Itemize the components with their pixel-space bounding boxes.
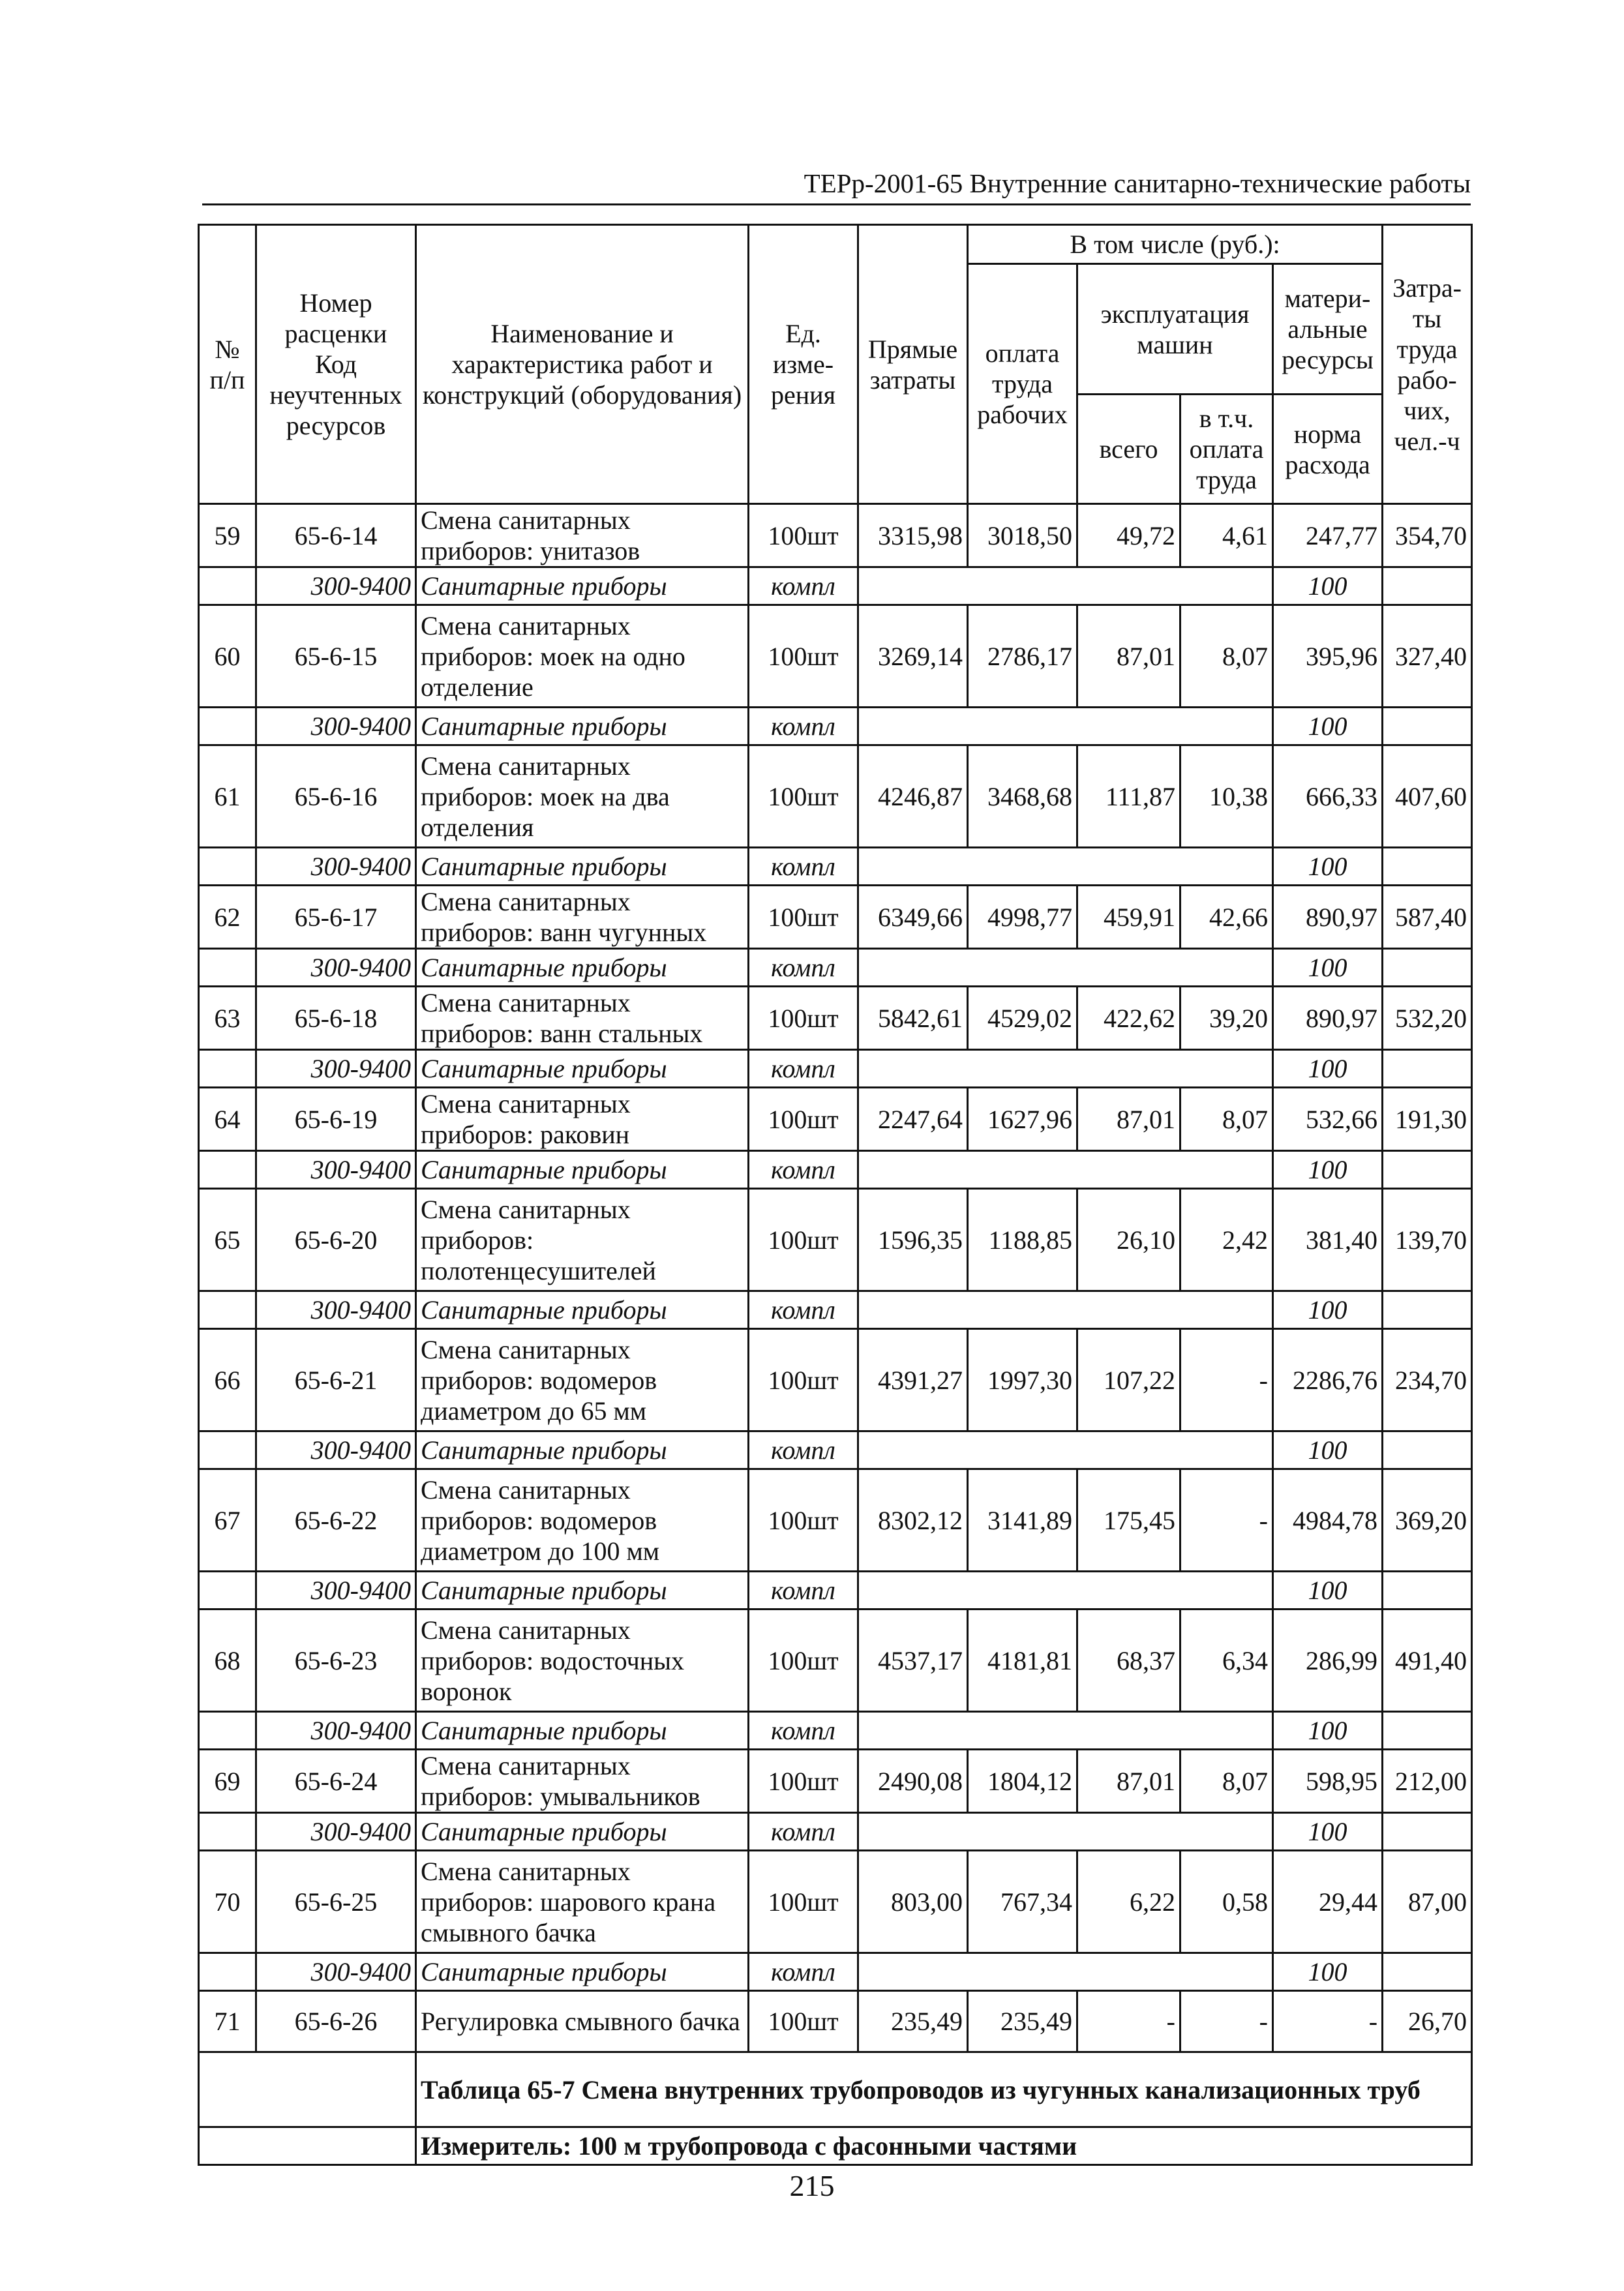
resource-empty-span — [858, 1431, 1273, 1469]
row-number: 68 — [199, 1610, 256, 1712]
machines-wages: 0,58 — [1180, 1851, 1273, 1953]
col-header-name: Наименование и характеристика работ и конструкций (оборудования) — [416, 225, 749, 504]
resource-unit: компл — [749, 1813, 858, 1851]
wages-cost: 3468,68 — [968, 745, 1077, 848]
resource-empty-span — [858, 1291, 1273, 1329]
row-number: 59 — [199, 504, 256, 567]
resource-empty — [1383, 1572, 1472, 1610]
resource-empty-span — [858, 1572, 1273, 1610]
table-row — [199, 886, 1472, 949]
resource-name: Санитарные приборы — [416, 1151, 749, 1189]
resource-row — [199, 567, 1472, 605]
direct-cost: 1596,35 — [858, 1189, 968, 1291]
machines-total: 6,22 — [1077, 1851, 1180, 1953]
resource-row — [199, 1712, 1472, 1750]
materials-cost: 532,66 — [1273, 1088, 1383, 1151]
resource-name: Санитарные приборы — [416, 1712, 749, 1750]
resource-unit: компл — [749, 1953, 858, 1991]
running-header — [202, 163, 1471, 205]
resource-code: 300-9400 — [256, 1712, 416, 1750]
direct-cost: 6349,66 — [858, 886, 968, 949]
labor-cost: 327,40 — [1383, 605, 1472, 708]
materials-cost: 286,99 — [1273, 1610, 1383, 1712]
resource-norm: 100 — [1273, 1151, 1383, 1189]
resource-empty — [1383, 1953, 1472, 1991]
wages-cost: 3018,50 — [968, 504, 1077, 567]
resource-name: Санитарные приборы — [416, 1953, 749, 1991]
resource-row — [199, 1813, 1472, 1851]
next-table-title-row — [199, 2052, 1472, 2127]
labor-cost: 26,70 — [1383, 1991, 1472, 2052]
materials-cost: 2286,76 — [1273, 1329, 1383, 1431]
resource-code: 300-9400 — [256, 1431, 416, 1469]
unit-cell: 100шт — [749, 1189, 858, 1291]
resource-empty — [1383, 1431, 1472, 1469]
materials-cost: 247,77 — [1273, 504, 1383, 567]
materials-cost: 381,40 — [1273, 1189, 1383, 1291]
direct-cost: 3315,98 — [858, 504, 968, 567]
machines-total: - — [1077, 1991, 1180, 2052]
machines-wages: 8,07 — [1180, 1088, 1273, 1151]
labor-cost: 87,00 — [1383, 1851, 1472, 1953]
resource-name: Санитарные приборы — [416, 567, 749, 605]
row-number: 71 — [199, 1991, 256, 2052]
rate-code: 65-6-23 — [256, 1610, 416, 1712]
materials-cost: 4984,78 — [1273, 1469, 1383, 1572]
wages-cost: 767,34 — [968, 1851, 1077, 1953]
table-row — [199, 1189, 1472, 1291]
rate-code: 65-6-14 — [256, 504, 416, 567]
resource-code: 300-9400 — [256, 1291, 416, 1329]
resource-empty — [1383, 1813, 1472, 1851]
next-table-meter-row — [199, 2127, 1472, 2165]
resource-empty — [199, 1813, 256, 1851]
resource-row — [199, 1431, 1472, 1469]
resource-norm: 100 — [1273, 1431, 1383, 1469]
machines-total: 87,01 — [1077, 605, 1180, 708]
resource-code: 300-9400 — [256, 708, 416, 745]
col-header-machines: эксплуатация машин — [1077, 264, 1273, 395]
labor-cost: 191,30 — [1383, 1088, 1472, 1151]
labor-cost: 369,20 — [1383, 1469, 1472, 1572]
col-header-mach-total: всего — [1077, 395, 1180, 504]
resource-empty — [1383, 1050, 1472, 1088]
resource-row — [199, 708, 1472, 745]
machines-total: 87,01 — [1077, 1088, 1180, 1151]
work-name: Смена санитарных приборов: водомеров диаметром до 100 мм — [416, 1469, 749, 1572]
row-number: 63 — [199, 987, 256, 1050]
work-name: Смена санитарных приборов: ванн чугунных — [416, 886, 749, 949]
resource-empty — [1383, 1151, 1472, 1189]
machines-wages: - — [1180, 1469, 1273, 1572]
resource-empty — [199, 1953, 256, 1991]
rate-code: 65-6-25 — [256, 1851, 416, 1953]
resource-empty — [199, 1572, 256, 1610]
row-number: 61 — [199, 745, 256, 848]
resource-empty — [199, 949, 256, 987]
resource-row — [199, 1050, 1472, 1088]
machines-total: 175,45 — [1077, 1469, 1180, 1572]
work-name: Смена санитарных приборов: раковин — [416, 1088, 749, 1151]
page-number: 215 — [789, 2169, 835, 2202]
resource-empty — [199, 1712, 256, 1750]
col-header-num: № п/п — [199, 225, 256, 504]
direct-cost: 235,49 — [858, 1991, 968, 2052]
resource-code: 300-9400 — [256, 567, 416, 605]
machines-wages: 2,42 — [1180, 1189, 1273, 1291]
wages-cost: 1997,30 — [968, 1329, 1077, 1431]
wages-cost: 2786,17 — [968, 605, 1077, 708]
table-row — [199, 1991, 1472, 2052]
resource-norm: 100 — [1273, 848, 1383, 886]
resource-unit: компл — [749, 567, 858, 605]
work-name: Смена санитарных приборов: шарового крана смывного бачка — [416, 1851, 749, 1953]
resource-unit: компл — [749, 1291, 858, 1329]
table-row — [199, 745, 1472, 848]
unit-cell: 100шт — [749, 1750, 858, 1813]
rate-code: 65-6-19 — [256, 1088, 416, 1151]
resource-norm: 100 — [1273, 949, 1383, 987]
resource-empty-span — [858, 949, 1273, 987]
machines-total: 107,22 — [1077, 1329, 1180, 1431]
resource-code: 300-9400 — [256, 1572, 416, 1610]
resource-unit: компл — [749, 1050, 858, 1088]
table-row — [199, 1750, 1472, 1813]
next-table-gap — [199, 2052, 416, 2127]
resource-empty — [1383, 848, 1472, 886]
materials-cost: - — [1273, 1991, 1383, 2052]
resource-empty-span — [858, 567, 1273, 605]
col-header-labor: Затра-ты труда рабо-чих, чел.-ч — [1383, 225, 1472, 504]
unit-cell: 100шт — [749, 745, 858, 848]
row-number: 69 — [199, 1750, 256, 1813]
work-name: Смена санитарных приборов: унитазов — [416, 504, 749, 567]
resource-code: 300-9400 — [256, 1151, 416, 1189]
resource-unit: компл — [749, 949, 858, 987]
resource-code: 300-9400 — [256, 1953, 416, 1991]
table-row — [199, 504, 1472, 567]
row-number: 67 — [199, 1469, 256, 1572]
next-table-gap — [199, 2127, 416, 2165]
running-header-text: ТЕРр-2001-65 Внутренние санитарно-технические работы — [804, 168, 1471, 198]
resource-empty — [199, 708, 256, 745]
unit-cell: 100шт — [749, 1329, 858, 1431]
rate-code: 65-6-20 — [256, 1189, 416, 1291]
resource-unit: компл — [749, 708, 858, 745]
resource-name: Санитарные приборы — [416, 1291, 749, 1329]
resource-empty — [1383, 567, 1472, 605]
work-name: Смена санитарных приборов: моек на два отделения — [416, 745, 749, 848]
work-name: Смена санитарных приборов: водосточных воронок — [416, 1610, 749, 1712]
machines-wages: - — [1180, 1991, 1273, 2052]
wages-cost: 235,49 — [968, 1991, 1077, 2052]
resource-name: Санитарные приборы — [416, 949, 749, 987]
resource-unit: компл — [749, 848, 858, 886]
wages-cost: 4529,02 — [968, 987, 1077, 1050]
resource-code: 300-9400 — [256, 949, 416, 987]
resource-norm: 100 — [1273, 708, 1383, 745]
unit-cell: 100шт — [749, 886, 858, 949]
table-row — [199, 987, 1472, 1050]
direct-cost: 4537,17 — [858, 1610, 968, 1712]
resource-code: 300-9400 — [256, 1813, 416, 1851]
labor-cost: 354,70 — [1383, 504, 1472, 567]
wages-cost: 4998,77 — [968, 886, 1077, 949]
labor-cost: 532,20 — [1383, 987, 1472, 1050]
resource-norm: 100 — [1273, 1712, 1383, 1750]
labor-cost: 234,70 — [1383, 1329, 1472, 1431]
table-row — [199, 1610, 1472, 1712]
work-name: Регулировка смывного бачка — [416, 1991, 749, 2052]
resource-empty-span — [858, 1953, 1273, 1991]
labor-cost: 212,00 — [1383, 1750, 1472, 1813]
resource-empty-span — [858, 1151, 1273, 1189]
unit-cell: 100шт — [749, 605, 858, 708]
rate-code: 65-6-21 — [256, 1329, 416, 1431]
resource-name: Санитарные приборы — [416, 1572, 749, 1610]
col-header-direct: Прямые затраты — [858, 225, 968, 504]
resource-unit: компл — [749, 1572, 858, 1610]
rate-code: 65-6-26 — [256, 1991, 416, 2052]
unit-cell: 100шт — [749, 987, 858, 1050]
wages-cost: 1627,96 — [968, 1088, 1077, 1151]
wages-cost: 3141,89 — [968, 1469, 1077, 1572]
work-name: Смена санитарных приборов: полотенцесушителей — [416, 1189, 749, 1291]
rate-code: 65-6-24 — [256, 1750, 416, 1813]
materials-cost: 890,97 — [1273, 987, 1383, 1050]
direct-cost: 3269,14 — [858, 605, 968, 708]
resource-empty — [1383, 1712, 1472, 1750]
resource-norm: 100 — [1273, 1813, 1383, 1851]
rate-code: 65-6-16 — [256, 745, 416, 848]
resource-empty-span — [858, 1813, 1273, 1851]
machines-wages: 39,20 — [1180, 987, 1273, 1050]
work-name: Смена санитарных приборов: умывальников — [416, 1750, 749, 1813]
resource-empty-span — [858, 708, 1273, 745]
col-header-code: Номер расценки Код неучтенных ресурсов — [256, 225, 416, 504]
direct-cost: 2247,64 — [858, 1088, 968, 1151]
wages-cost: 4181,81 — [968, 1610, 1077, 1712]
resource-row — [199, 1572, 1472, 1610]
rate-code: 65-6-15 — [256, 605, 416, 708]
materials-cost: 890,97 — [1273, 886, 1383, 949]
rate-code: 65-6-22 — [256, 1469, 416, 1572]
resource-empty — [1383, 1291, 1472, 1329]
resource-norm: 100 — [1273, 1953, 1383, 1991]
resource-empty — [199, 1050, 256, 1088]
table-row — [199, 605, 1472, 708]
machines-wages: 6,34 — [1180, 1610, 1273, 1712]
direct-cost: 5842,61 — [858, 987, 968, 1050]
machines-wages: 10,38 — [1180, 745, 1273, 848]
row-number: 65 — [199, 1189, 256, 1291]
resource-unit: компл — [749, 1712, 858, 1750]
wages-cost: 1188,85 — [968, 1189, 1077, 1291]
resource-row — [199, 848, 1472, 886]
resource-code: 300-9400 — [256, 848, 416, 886]
resource-empty — [1383, 708, 1472, 745]
col-header-norm: норма расхода — [1273, 395, 1383, 504]
resource-code: 300-9400 — [256, 1050, 416, 1088]
col-header-mach-wages: в т.ч. оплата труда — [1180, 395, 1273, 504]
machines-total: 459,91 — [1077, 886, 1180, 949]
unit-cell: 100шт — [749, 1469, 858, 1572]
machines-total: 26,10 — [1077, 1189, 1180, 1291]
wages-cost: 1804,12 — [968, 1750, 1077, 1813]
unit-cell: 100шт — [749, 504, 858, 567]
resource-empty — [199, 567, 256, 605]
row-number: 62 — [199, 886, 256, 949]
machines-total: 422,62 — [1077, 987, 1180, 1050]
work-name: Смена санитарных приборов: водомеров диаметром до 65 мм — [416, 1329, 749, 1431]
labor-cost: 587,40 — [1383, 886, 1472, 949]
resource-name: Санитарные приборы — [416, 848, 749, 886]
work-name: Смена санитарных приборов: моек на одно отделение — [416, 605, 749, 708]
table-row — [199, 1088, 1472, 1151]
resource-name: Санитарные приборы — [416, 708, 749, 745]
unit-cell: 100шт — [749, 1088, 858, 1151]
unit-cell: 100шт — [749, 1851, 858, 1953]
row-number: 60 — [199, 605, 256, 708]
materials-cost: 666,33 — [1273, 745, 1383, 848]
row-number: 70 — [199, 1851, 256, 1953]
col-header-materials: матери-альные ресурсы — [1273, 264, 1383, 395]
machines-total: 111,87 — [1077, 745, 1180, 848]
table-header — [199, 225, 1472, 504]
resource-unit: компл — [749, 1151, 858, 1189]
rate-code: 65-6-18 — [256, 987, 416, 1050]
work-name: Смена санитарных приборов: ванн стальных — [416, 987, 749, 1050]
machines-total: 49,72 — [1077, 504, 1180, 567]
resource-norm: 100 — [1273, 1050, 1383, 1088]
materials-cost: 598,95 — [1273, 1750, 1383, 1813]
col-header-unit: Ед. изме-рения — [749, 225, 858, 504]
resource-name: Санитарные приборы — [416, 1431, 749, 1469]
col-header-wages: оплата труда рабочих — [968, 264, 1077, 504]
unit-cell: 100шт — [749, 1991, 858, 2052]
resource-empty — [199, 1151, 256, 1189]
direct-cost: 8302,12 — [858, 1469, 968, 1572]
row-number: 64 — [199, 1088, 256, 1151]
machines-wages: 8,07 — [1180, 605, 1273, 708]
resource-empty-span — [858, 848, 1273, 886]
resource-norm: 100 — [1273, 1572, 1383, 1610]
machines-wages: 4,61 — [1180, 504, 1273, 567]
resource-norm: 100 — [1273, 1291, 1383, 1329]
direct-cost: 4391,27 — [858, 1329, 968, 1431]
resource-empty — [199, 848, 256, 886]
machines-wages: 42,66 — [1180, 886, 1273, 949]
table-row — [199, 1469, 1472, 1572]
resource-empty — [199, 1431, 256, 1469]
direct-cost: 4246,87 — [858, 745, 968, 848]
unit-cell: 100шт — [749, 1610, 858, 1712]
row-number: 66 — [199, 1329, 256, 1431]
next-table-meter: Измеритель: 100 м трубопровода с фасонными частями — [416, 2127, 1472, 2165]
resource-empty-span — [858, 1712, 1273, 1750]
machines-wages: 8,07 — [1180, 1750, 1273, 1813]
table-row — [199, 1329, 1472, 1431]
resource-row — [199, 1291, 1472, 1329]
resource-unit: компл — [749, 1431, 858, 1469]
rate-code: 65-6-17 — [256, 886, 416, 949]
resource-row — [199, 1151, 1472, 1189]
next-table-title: Таблица 65-7 Смена внутренних трубопроводов из чугунных канализационных труб — [416, 2052, 1472, 2127]
resource-row — [199, 1953, 1472, 1991]
materials-cost: 395,96 — [1273, 605, 1383, 708]
machines-total: 87,01 — [1077, 1750, 1180, 1813]
labor-cost: 139,70 — [1383, 1189, 1472, 1291]
resource-empty-span — [858, 1050, 1273, 1088]
machines-total: 68,37 — [1077, 1610, 1180, 1712]
resource-row — [199, 949, 1472, 987]
resource-name: Санитарные приборы — [416, 1813, 749, 1851]
machines-wages: - — [1180, 1329, 1273, 1431]
table-body — [199, 504, 1472, 2165]
direct-cost: 2490,08 — [858, 1750, 968, 1813]
resource-empty — [199, 1291, 256, 1329]
rates-table — [198, 224, 1473, 2166]
resource-name: Санитарные приборы — [416, 1050, 749, 1088]
resource-empty — [1383, 949, 1472, 987]
labor-cost: 407,60 — [1383, 745, 1472, 848]
materials-cost: 29,44 — [1273, 1851, 1383, 1953]
labor-cost: 491,40 — [1383, 1610, 1472, 1712]
table-row — [199, 1851, 1472, 1953]
resource-norm: 100 — [1273, 567, 1383, 605]
col-header-including: В том числе (руб.): — [968, 225, 1383, 264]
direct-cost: 803,00 — [858, 1851, 968, 1953]
